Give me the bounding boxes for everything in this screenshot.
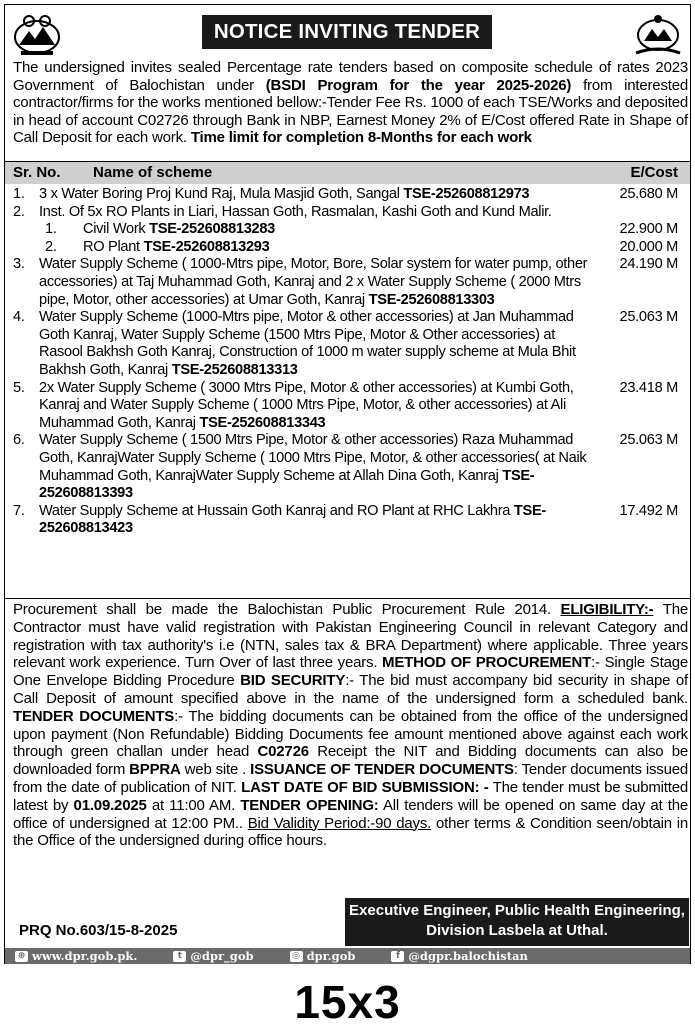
row-number: 2. <box>13 203 25 220</box>
scheme-name: Water Supply Scheme at Hussain Goth Kanraj and RO Plant at RHC Lakhra <box>39 502 514 519</box>
table-header <box>5 162 690 184</box>
estimated-cost: 24.190 M <box>619 256 678 273</box>
row-number: 5. <box>13 379 25 396</box>
estimated-cost: 20.000 M <box>619 238 678 255</box>
row-number: 1. <box>45 221 57 238</box>
facebook-link[interactable] <box>391 949 528 963</box>
intro-text: from interested contractor/firms for the works mentioned bellow:-Tender Fee Rs. 1000 of each TSE/Works and deposited in head of account C02726 through Bank in NBP, Earnest Money 2% of E/Cost offered Rate in Shape of Call Deposit for each work. <box>13 76 688 147</box>
estimated-cost: 25.063 M <box>619 309 678 326</box>
scheme-name: Water Supply Scheme (1000-Mtrs pipe, Motor & other accessories) at Jan Muhammad Goth Kanraj, Water Supply Scheme (1500 Mtrs Pipe, Motor & Other accessories) at Rasool Bakhsh Goth Kanraj, Construction of 1000 m water supply scheme at Mula Bhit Bakhsh Goth, Kanraj <box>39 309 576 378</box>
program-name: (BSDI Program for the year 2025-2026) <box>265 76 572 94</box>
scheme-name: Civil Work <box>83 221 150 238</box>
twitter-icon: t <box>173 951 186 962</box>
terms-text: Receipt the NIT and Bidding documents can also be downloaded form <box>13 743 688 779</box>
scheme-name: Water Supply Scheme ( 1000-Mtrs pipe, Motor, Bore, Solar system for water pump, other accessories) at Taj Muhammad Goth, Kanraj and 2 x Water Supply Scheme ( 2000 Mtrs pipe, Motor, other accessories) at Umar Goth, Kanraj <box>39 256 588 308</box>
eligibility-label: ELIGIBILITY:- <box>560 601 654 618</box>
website-text: www.dpr.gob.pk. <box>32 949 138 963</box>
twitter-link[interactable] <box>173 949 253 963</box>
social-bar <box>5 948 690 964</box>
terms-paragraph <box>13 601 688 850</box>
scheme-name: Inst. Of 5x RO Plants in Liari, Hassan Goth, Rasmalan, Kashi Goth and Kund Malir. <box>39 203 552 220</box>
twitter-handle: @dpr_gob <box>190 949 254 963</box>
scheme-name: RO Plant <box>83 238 144 255</box>
row-number: 2. <box>45 238 57 255</box>
row-number: 7. <box>13 502 25 519</box>
row-number: 6. <box>13 432 25 449</box>
estimated-cost: 25.063 M <box>619 432 678 449</box>
method-label: METHOD OF PROCUREMENT <box>382 654 592 672</box>
terms-text: :- The bidding documents can be obtained from the office of the undersigned upon payment (Non Refundable) Bidding Documents fee amount mentioned above against each work through green challan under head <box>13 707 688 761</box>
globe-icon: ⊕ <box>15 951 28 962</box>
tender-opening-label: TENDER OPENING: <box>240 796 379 814</box>
estimated-cost: 22.900 M <box>619 221 678 238</box>
table-row <box>5 256 690 309</box>
table-row <box>5 221 690 239</box>
terms-text: The Contractor must have valid registration with Pakistan Engineering Council in relevant Category and registration with tax authority's i.e (NTN, sales tax & BRA Department) where applicable. Three years relevant work experience. Turn Over of last three years. <box>13 601 688 672</box>
tse-code: TSE-252608813423 <box>39 502 546 537</box>
instagram-icon: ◎ <box>290 951 303 962</box>
tender-notice <box>4 4 691 964</box>
estimated-cost: 17.492 M <box>619 502 678 519</box>
tse-code: TSE-252608813283 <box>149 221 275 238</box>
row-number: 4. <box>13 309 25 326</box>
facebook-handle: @dgpr.balochistan <box>408 949 528 963</box>
signatory-office: Division Lasbela at Uthal. <box>426 922 608 939</box>
ad-size-label: 15x3 <box>294 976 401 1028</box>
intro-paragraph <box>13 59 688 147</box>
facebook-icon: f <box>391 951 404 962</box>
terms-text: All tenders will be opened on same day at the office of undersigned at 12:00 PM.. <box>13 796 689 832</box>
intro-text: The undersigned invites sealed Percentage rate tenders based on composite schedule of rates 2023 Government of Balochistan under <box>13 59 688 94</box>
bppra-label: BPPRA <box>129 761 181 779</box>
signature-block <box>345 898 689 946</box>
issuance-label: ISSUANCE OF TENDER DOCUMENTS <box>250 761 514 779</box>
instagram-link[interactable] <box>290 949 356 963</box>
divider <box>5 598 690 599</box>
column-header-cost: E/Cost <box>630 164 678 181</box>
scheme-table <box>5 186 690 538</box>
completion-time: Time limit for completion 8-Months for each work <box>190 129 532 147</box>
estimated-cost: 25.680 M <box>619 186 678 202</box>
table-row <box>5 309 690 379</box>
bid-validity: Bid Validity Period:-90 days. <box>247 814 432 832</box>
last-date: 01.09.2025 <box>73 796 147 814</box>
table-row <box>5 380 690 433</box>
row-number: 1. <box>13 186 25 202</box>
terms-text: : Tender documents issued from the date of publication of NIT. <box>13 761 688 796</box>
estimated-cost: 23.418 M <box>619 379 678 396</box>
tse-code: TSE-252608812973 <box>403 186 530 202</box>
website-link[interactable] <box>15 949 137 963</box>
terms-text: Procurement shall be made the Balochistan Public Procurement Rule 2014. <box>13 601 561 618</box>
table-row <box>5 204 690 222</box>
signatory-title: Executive Engineer, Public Health Engineering, <box>349 902 685 919</box>
terms-text: :- The bid must accompany bid security in shape of Call Deposit of amount specified above in the name of the undersigned form a scheduled bank. <box>13 672 688 707</box>
tse-code: TSE-252608813293 <box>143 238 270 255</box>
table-row <box>5 503 690 538</box>
column-header-sr: Sr. No. <box>13 164 61 181</box>
balochistan-emblem-icon <box>11 11 63 57</box>
terms-text: :- Single Stage One Envelope Bidding Procedure <box>13 654 688 690</box>
terms-text: web site . <box>180 761 251 779</box>
table-row <box>5 432 690 502</box>
instagram-handle: dpr.gob <box>306 949 356 963</box>
terms-text: other terms & Condition seen/obtain in the Office of the undersigned during office hours. <box>13 814 689 850</box>
scheme-name: 2x Water Supply Scheme ( 3000 Mtrs Pipe, Motor & other accessories) at Kumbi Goth, Kanraj and Water Supply Scheme ( 1000 Mtrs Pipe, Motor, & other accessories) at Ali Muhammad Goth, Kanraj <box>39 379 574 431</box>
scheme-name: 3 x Water Boring Proj Kund Raj, Mula Masjid Goth, Sangal <box>39 186 404 202</box>
terms-text: The tender must be submitted latest by <box>13 778 688 814</box>
tse-code: TSE-252608813393 <box>39 467 535 502</box>
balochistan-emblem-icon <box>632 11 684 57</box>
tse-code: TSE-252608813313 <box>171 361 298 378</box>
head-code: C02726 <box>257 743 309 761</box>
table-row <box>5 186 690 204</box>
bid-security-label: BID SECURITY <box>240 672 346 690</box>
tse-code: TSE-252608813343 <box>199 414 326 431</box>
terms-text: at 11:00 AM. <box>146 796 241 814</box>
row-number: 3. <box>13 256 25 273</box>
prq-number: PRQ No.603/15-8-2025 <box>19 922 178 939</box>
column-header-name: Name of scheme <box>93 164 213 181</box>
last-date-label: LAST DATE OF BID SUBMISSION: - <box>241 778 489 796</box>
tse-code: TSE-252608813303 <box>368 291 495 308</box>
tender-documents-label: TENDER DOCUMENTS <box>13 707 175 725</box>
scheme-name: Water Supply Scheme ( 1500 Mtrs Pipe, Motor & other accessories) Raza Muhammad Goth, KanrajWater Supply Scheme ( 1000 Mtrs Pipe, Motor, & other accessories( at Naik Muhammad Goth, KanrajWater Supply Scheme at Allah Dina Goth, Kanraj <box>39 432 587 484</box>
notice-title: NOTICE INVITING TENDER <box>202 15 492 49</box>
table-row <box>5 239 690 257</box>
